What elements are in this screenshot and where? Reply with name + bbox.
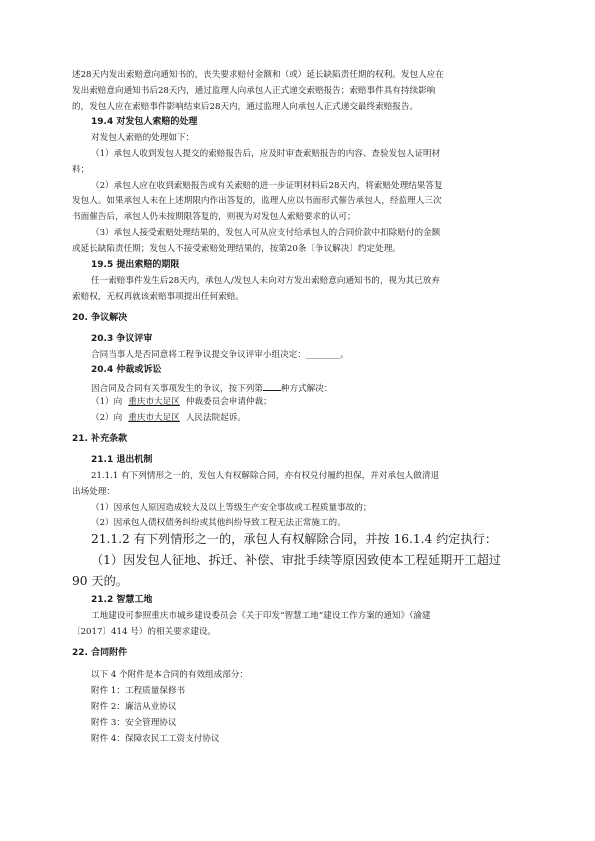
attachment-item: 附件 2：廉洁从业协议 xyxy=(91,702,177,712)
chapter-heading-22: 22. 合同附件 xyxy=(72,648,128,658)
paragraph-line: 对发包人索赔的处理如下： xyxy=(91,133,195,143)
list-item-large: （1）因发包人征地、拆迁、补偿、审批手续等原因致使本工程延期开工超过 xyxy=(91,553,501,567)
list-item: （2）因承包人债权债务纠纷或其他纠纷导致工程无法正常施工的。 xyxy=(91,518,346,528)
section-heading-19-4: 19.4 对发包人索赔的处理 xyxy=(91,117,198,127)
option-prefix: （2）向 xyxy=(91,413,123,423)
resolution-choice-blank xyxy=(263,381,281,391)
paragraph-line: 出场处理： xyxy=(72,487,115,497)
option-suffix: 人民法院起诉。 xyxy=(185,413,246,423)
list-item-continuation-large: 90 天的。 xyxy=(72,574,128,588)
paragraph-line: 的，发包人应在索赔事件影响结束后28天内，通过监理人向承包人正式递交最终索赔报告。 xyxy=(72,102,419,112)
period-mark: 。 xyxy=(340,350,349,360)
paragraph-line: 索赔权，无权再就该索赔事项提出任何索赔。 xyxy=(72,292,244,302)
paragraph-line: 任一索赔事件发生后28天内，承包人/发包人未向对方发出索赔意向通知书的，视为其已放弃 xyxy=(91,276,440,286)
paragraph-line: 述28天内发出索赔意向通知书的，丧失要求赔付金额和（或）延长缺陷责任期的权利。发包人应在 xyxy=(72,70,444,80)
arbitration-place: 重庆市大足区 xyxy=(128,397,180,407)
list-item-continuation: 或延长缺陷责任期；发包人不接受索赔处理结果的，按第20条〔争议解决〕约定处理。 xyxy=(72,244,401,254)
paragraph-line: 工地建设可参照重庆市城乡建设委员会《关于印发“智慧工地”建设工作方案的通知》（渝建 xyxy=(91,611,431,621)
resolution-intro-end: 种方式解决： xyxy=(280,384,333,394)
attachment-item: 附件 1：工程质量保修书 xyxy=(91,686,186,696)
list-item-continuation: 料； xyxy=(72,165,90,175)
list-item-continuation: 书面催告后，承包人仍未按期限答复的，则视为对发包人索赔要求的认可； xyxy=(72,212,356,222)
section-heading-21-1: 21.1 退出机制 xyxy=(91,455,153,465)
paragraph-line: 发出索赔意向通知书后28天内，通过监理人向承包人正式递交索赔报告；索赔事件具有持续影响 xyxy=(72,86,436,96)
paragraph-line xyxy=(91,350,349,361)
option-prefix: （1）向 xyxy=(91,397,123,407)
paragraph-line-large: 21.1.2 有下列情形之一的，承包人有权解除合同，并按 16.1.4 约定执行： xyxy=(91,532,498,546)
list-item: （1）因承包人原因造成较大及以上等级生产安全事故或工程质量事故的； xyxy=(91,503,372,513)
chapter-heading-20: 20. 争议解决 xyxy=(72,313,128,323)
list-item xyxy=(91,413,246,424)
list-item-continuation: 发包人。如果承包人未在上述期限内作出答复的，监理人应以书面形式催告承包人，经监理人三次 xyxy=(72,196,442,206)
paragraph-line: 〔2017〕414 号）的相关要求建设。 xyxy=(72,627,217,637)
section-heading-19-5: 19.5 提出索赔的期限 xyxy=(91,260,180,270)
section-heading-20-4: 20.4 仲裁或诉讼 xyxy=(91,365,162,375)
list-item: （3）承包人接受索赔处理结果的，发包人可从应支付给承包人的合同价款中扣除赔付的金额 xyxy=(91,228,441,238)
paragraph-line xyxy=(91,381,332,395)
paragraph-line: 以下 4 个附件是本合同的有效组成部分： xyxy=(91,670,249,680)
paragraph-line: 21.1.1 有下列情形之一的，发包人有权解除合同，亦有权兑付履约担保，并对承包人做清退 xyxy=(91,471,440,481)
dispute-review-question: 合同当事人是否同意将工程争议提交争议评审小组决定： xyxy=(91,350,306,360)
dispute-review-answer-blank: ________ xyxy=(305,350,341,360)
list-item: （2）承包人应在收到索赔报告或有关索赔的进一步证明材料后28天内，将索赔处理结果答复 xyxy=(91,181,443,191)
attachment-item: 附件 4：保障农民工工资支付协议 xyxy=(91,734,220,744)
attachment-item: 附件 3：安全管理协议 xyxy=(91,718,177,728)
list-item: （1）承包人收到发包人提交的索赔报告后，应及时审查索赔报告的内容、查验发包人证明材 xyxy=(91,149,441,159)
chapter-heading-21: 21. 补充条款 xyxy=(72,434,128,444)
option-suffix: 仲裁委员会申请仲裁； xyxy=(185,397,272,407)
court-place: 重庆市大足区 xyxy=(128,413,180,423)
section-heading-20-3: 20.3 争议评审 xyxy=(91,334,153,344)
resolution-intro: 因合同及合同有关事项发生的争议，按下列第 xyxy=(91,384,263,394)
section-heading-21-2: 21.2 智慧工地 xyxy=(91,595,153,605)
list-item xyxy=(91,397,272,408)
